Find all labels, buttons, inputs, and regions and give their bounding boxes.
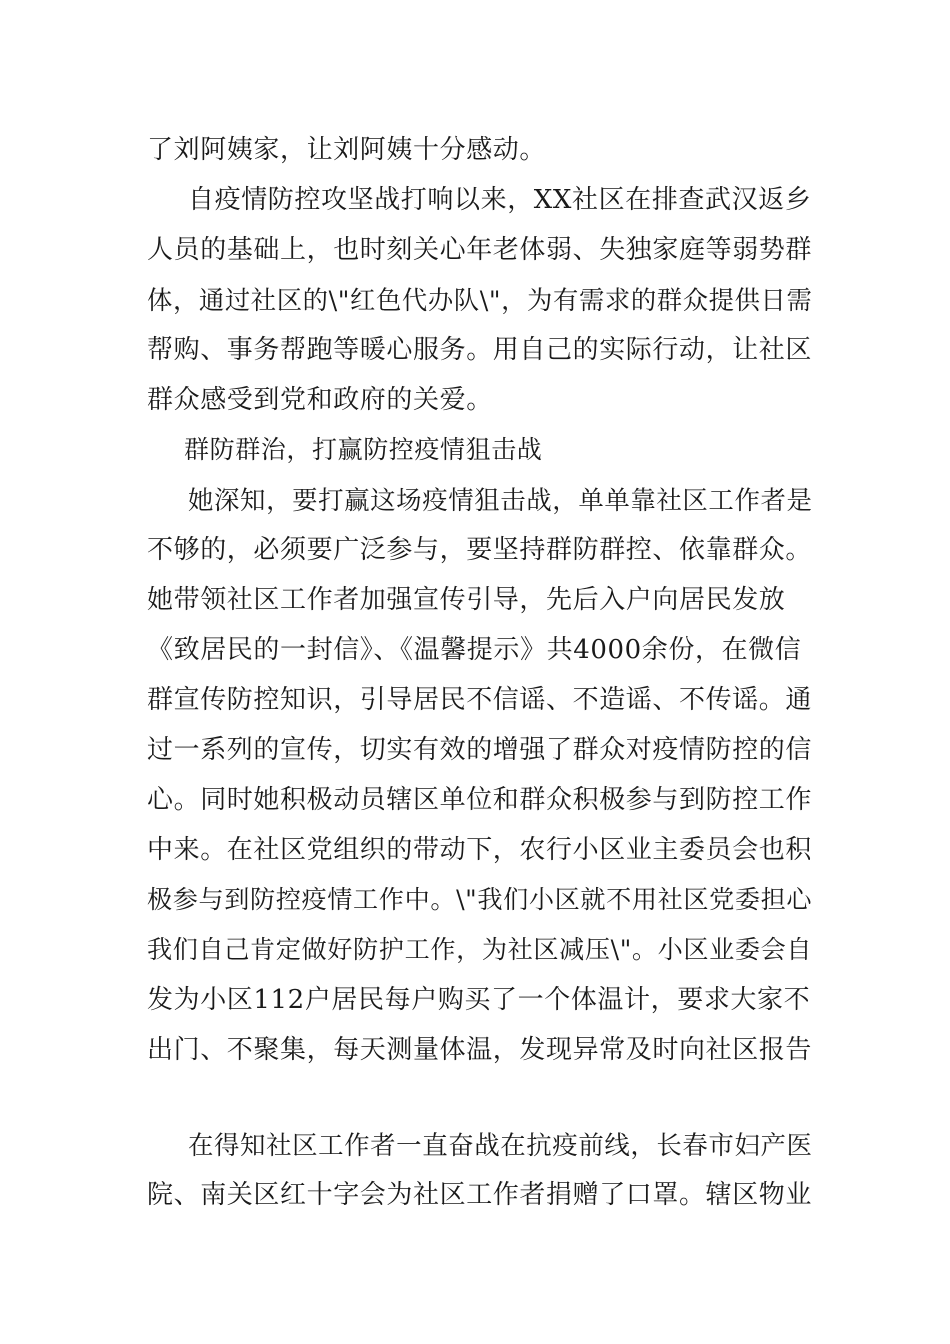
paragraph-line: 《致居民的一封信》、《温馨提示》共4000余份，在微信: [147, 635, 802, 665]
paragraph-line: 过一系列的宣传，切实有效的增强了群众对疫情防控的信: [147, 735, 813, 765]
paragraph-line: 她深知，要打赢这场疫情狙击战，单单靠社区工作者是: [188, 485, 813, 515]
paragraph-line: 了刘阿姨家，让刘阿姨十分感动。: [147, 135, 547, 165]
paragraph-line: 发为小区112户居民每户购买了一个体温计，要求大家不: [147, 985, 811, 1015]
paragraph-line: 心。同时她积极动员辖区单位和群众积极参与到防控工作: [147, 785, 813, 815]
paragraph-line: 人员的基础上，也时刻关心年老体弱、失独家庭等弱势群: [147, 235, 813, 265]
section-heading: 群防群治，打赢防控疫情狙击战: [184, 435, 543, 464]
paragraph-line: 极参与到防控疫情工作中。\"我们小区就不用社区党委担心: [147, 885, 813, 914]
paragraph-line: 群众感受到党和政府的关爱。: [147, 385, 493, 415]
paragraph-line: 中来。在社区党组织的带动下，农行小区业主委员会也积: [147, 835, 813, 865]
paragraph-line: 我们自己肯定做好防护工作，为社区减压\"。小区业委会自: [147, 935, 813, 964]
paragraph-line: 院、南关区红十字会为社区工作者捐赠了口罩。辖区物业: [147, 1180, 813, 1210]
paragraph-line: 在得知社区工作者一直奋战在抗疫前线，长春市妇产医: [188, 1130, 813, 1160]
paragraph-line: 群宣传防控知识，引导居民不信谣、不造谣、不传谣。通: [147, 685, 813, 715]
paragraph-line: 不够的，必须要广泛参与，要坚持群防群控、依靠群众。: [147, 535, 813, 565]
paragraph-line: 出门、不聚集，每天测量体温，发现异常及时向社区报告: [147, 1035, 813, 1065]
paragraph-line: 帮购、事务帮跑等暖心服务。用自己的实际行动，让社区: [147, 335, 813, 365]
paragraph-line: 自疫情防控攻坚战打响以来，XX社区在排查武汉返乡: [188, 185, 812, 215]
paragraph-line: 她带领社区工作者加强宣传引导，先后入户向居民发放: [147, 585, 786, 615]
paragraph-line: 体，通过社区的\"红色代办队\"，为有需求的群众提供日需: [147, 285, 813, 315]
